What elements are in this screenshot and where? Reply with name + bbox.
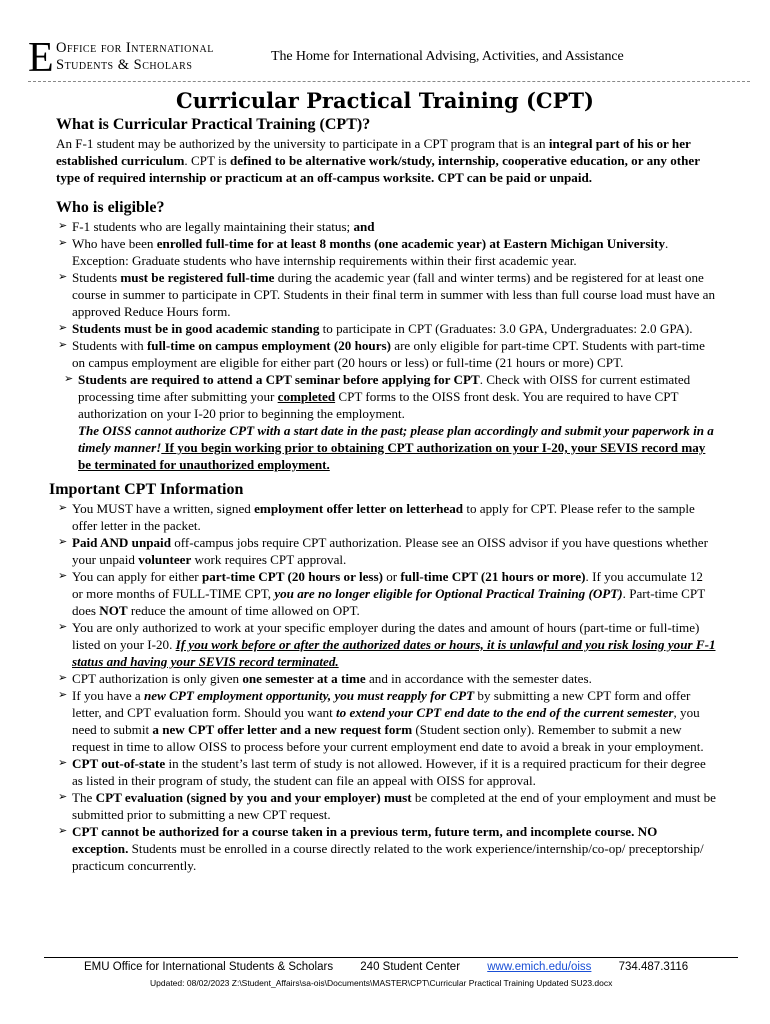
arrow-bullet-icon: ➢ (58, 536, 68, 548)
text-bold: Paid AND unpaid (72, 535, 171, 550)
text-bold: one semester at a time (242, 671, 366, 686)
text-bold: volunteer (138, 552, 192, 567)
list-item (56, 823, 716, 874)
arrow-bullet-icon: ➢ (58, 689, 68, 701)
list-item (56, 755, 716, 789)
arrow-bullet-icon: ➢ (58, 502, 68, 514)
list-item (56, 320, 716, 337)
list-item (56, 687, 716, 755)
text-bold: enrolled full-time for at least 8 months (one academic year) at Eastern Michigan University (156, 236, 665, 251)
footer-divider (44, 957, 738, 958)
text: to participate in CPT (Graduates: 3.0 GPA, Undergraduates: 2.0 GPA). (319, 321, 693, 336)
list-item (56, 568, 716, 619)
text-bold-underline: If you begin working prior to obtaining CPT authorization on your I-20, your SEVIS record may be terminated for unauthorized employment. (78, 440, 706, 472)
arrow-bullet-icon: ➢ (58, 791, 68, 803)
arrow-bullet-icon: ➢ (58, 672, 68, 684)
text-bold: NOT (99, 603, 128, 618)
text-bold: employment offer letter on letterhead (254, 501, 464, 516)
arrow-bullet-icon: ➢ (58, 237, 68, 249)
text: (Student section only). Remember to submit a new request in time to allow OISS to process before your current employment end date to avoid a break in your employment. (72, 722, 704, 754)
text: . Part-time CPT does (72, 586, 705, 618)
footer (84, 961, 704, 973)
footer-phone: 734.487.3116 (618, 961, 689, 973)
eligibility-list (56, 218, 716, 422)
list-item (56, 619, 716, 670)
text: or (382, 569, 401, 584)
text-bold: full-time CPT (21 hours or more) (400, 569, 586, 584)
text: work requires CPT approval. (191, 552, 347, 567)
warning-note (56, 422, 716, 473)
eligibility-section (56, 198, 716, 473)
updated-path: Updated: 08/02/2023 Z:\Student_Affairs\sa-ois\Documents\MASTER\CPT\Curricular Practical Training Updated SU23.docx (150, 978, 613, 988)
text: , you need to submit (72, 705, 700, 737)
text: are only eligible for part-time CPT. Students with part-time on campus employment are eligible for either part (20 hours or less) or full-time (21 hours or more) CPT. (72, 338, 705, 370)
text: You can apply for either (72, 569, 202, 584)
tagline: The Home for International Advising, Activities, and Assistance (271, 49, 624, 64)
text: by submitting a new CPT form and offer letter, and CPT evaluation form. Should you want (72, 688, 691, 720)
arrow-bullet-icon: ➢ (58, 339, 68, 351)
footer-office: EMU Office for International Students & Scholars (84, 961, 334, 973)
arrow-bullet-icon: ➢ (58, 757, 68, 769)
text: CPT forms to the OISS front desk. You are required to have CPT authorization on your I-20 prior to beginning the employment. (78, 389, 679, 421)
text-bold-italic: new CPT employment opportunity, you must reapply for CPT (143, 688, 475, 703)
page-title: Curricular Practical Training (CPT) (176, 88, 594, 113)
text-bold-italic: you are no longer eligible for Optional Practical Training (OPT) (274, 586, 623, 601)
text: to apply for CPT. Please refer to the sample offer letter in the packet. (72, 501, 695, 533)
text: Students (72, 270, 121, 285)
arrow-bullet-icon: ➢ (58, 825, 68, 837)
list-item (56, 337, 716, 371)
text: and in accordance with the semester dates. (365, 671, 592, 686)
arrow-bullet-icon: ➢ (58, 570, 68, 582)
list-item (56, 789, 716, 823)
text: F-1 students who are legally maintaining their status; (72, 219, 354, 234)
text-bold: full-time on campus employment (20 hours) (146, 338, 391, 353)
text-bold: CPT cannot be authorized for a course taken in a previous term, future term, and incomplete course. NO exception. (72, 824, 658, 856)
list-item (56, 235, 716, 269)
text: during the academic year (fall and winter terms) and be registered for at least one course in summer to participate in CPT. Students in their final term in summer with less than full course load must have an approved Reduce Hours form. (72, 270, 716, 319)
list-item (56, 500, 716, 534)
text: reduce the amount of time allowed on OPT. (127, 603, 360, 618)
text-bold: CPT out-of-state (72, 756, 166, 771)
text-bold: CPT evaluation (signed by you and your employer) must (95, 790, 412, 805)
text: . Exception: Graduate students who have internship requirements within their first academic year. (72, 236, 669, 268)
header-divider (28, 81, 750, 82)
document-body (49, 115, 716, 874)
arrow-bullet-icon: ➢ (58, 220, 68, 232)
list-item (56, 218, 716, 235)
logo-line-2: Students & Scholars (56, 57, 193, 73)
text-bold: Students must be in good academic standing (72, 321, 320, 336)
text: off-campus jobs require CPT authorization. Please see an OISS advisor if you have questions whether your unpaid (72, 535, 708, 567)
text-bold: and (353, 219, 375, 234)
text-bold: integral part of his or her established curriculum (56, 136, 691, 168)
text: CPT authorization is only given (72, 671, 243, 686)
text: be completed at the end of your employment and must be submitted prior to submitting a new CPT request. (72, 790, 716, 822)
arrow-bullet-icon: ➢ (58, 322, 68, 334)
text-bold-underline: completed (277, 389, 336, 404)
text: in the student’s last term of study is not allowed. However, if it is a required practicum for their degree as listed in their program of study, the student can file an appeal with OISS for approval. (72, 756, 706, 788)
text: An F-1 student may be authorized by the university to participate in a CPT program that is an (56, 136, 549, 151)
section-heading-eligible: Who is eligible? (56, 199, 165, 216)
section-heading-what: What is Curricular Practical Training (CPT)? (56, 116, 371, 133)
text-bold-italic: to extend your CPT end date to the end of the current semester (335, 705, 674, 720)
letterhead (28, 35, 748, 81)
list-item (56, 534, 716, 568)
footer-address: 240 Student Center (360, 961, 461, 973)
intro-paragraph (56, 135, 716, 186)
list-item (56, 371, 716, 422)
arrow-bullet-icon: ➢ (64, 373, 74, 385)
text-bold: part-time CPT (20 hours or less) (201, 569, 383, 584)
important-info-list (56, 500, 716, 874)
text: . CPT is (184, 153, 231, 168)
text-bold-italic-underline: If you work before or after the authorized dates or hours, it is unlawful and you risk losing your F-1 status and having your SEVIS record terminated. (72, 637, 716, 669)
text-bold: must be registered full-time (120, 270, 275, 285)
text-bold: Students are required to attend a CPT seminar before applying for CPT (78, 372, 480, 387)
text-bold: a new CPT offer letter and a new request form (152, 722, 413, 737)
text: . If you accumulate 12 or more months of FULL-TIME CPT, (72, 569, 703, 601)
list-item (56, 670, 716, 687)
text: Students must be enrolled in a course directly related to the work experience/internship/co-op/ preceptorship/ practicum concurrently. (72, 841, 704, 873)
text: You MUST have a written, signed (72, 501, 255, 516)
section-heading-important: Important CPT Information (49, 481, 244, 498)
arrow-bullet-icon: ➢ (58, 621, 68, 633)
text: If you have a (72, 688, 144, 703)
list-item (56, 269, 716, 320)
logo-line-1: Office for International (56, 40, 214, 56)
text: The (72, 790, 96, 805)
logo-letter: E (28, 35, 54, 81)
text: You are only authorized to work at your specific employer during the dates and amount of hours (part-time or full-time) listed on your I-20. (72, 620, 700, 652)
text-bold-italic: The OISS cannot authorize CPT with a start date in the past; please plan accordingly and submit your paperwork in a timely manner! (78, 423, 714, 455)
text: Who have been (72, 236, 157, 251)
text: Students with (72, 338, 147, 353)
arrow-bullet-icon: ➢ (58, 271, 68, 283)
important-info-section (49, 480, 716, 874)
text: . Check with OISS for current estimated processing time after submitting your (78, 372, 691, 404)
footer-website-link[interactable]: www.emich.edu/oiss (487, 961, 592, 973)
text-bold: defined to be alternative work/study, internship, cooperative education, or any other type of required internship or practicum at an off-campus worksite. CPT can be paid or unpaid. (56, 153, 700, 185)
